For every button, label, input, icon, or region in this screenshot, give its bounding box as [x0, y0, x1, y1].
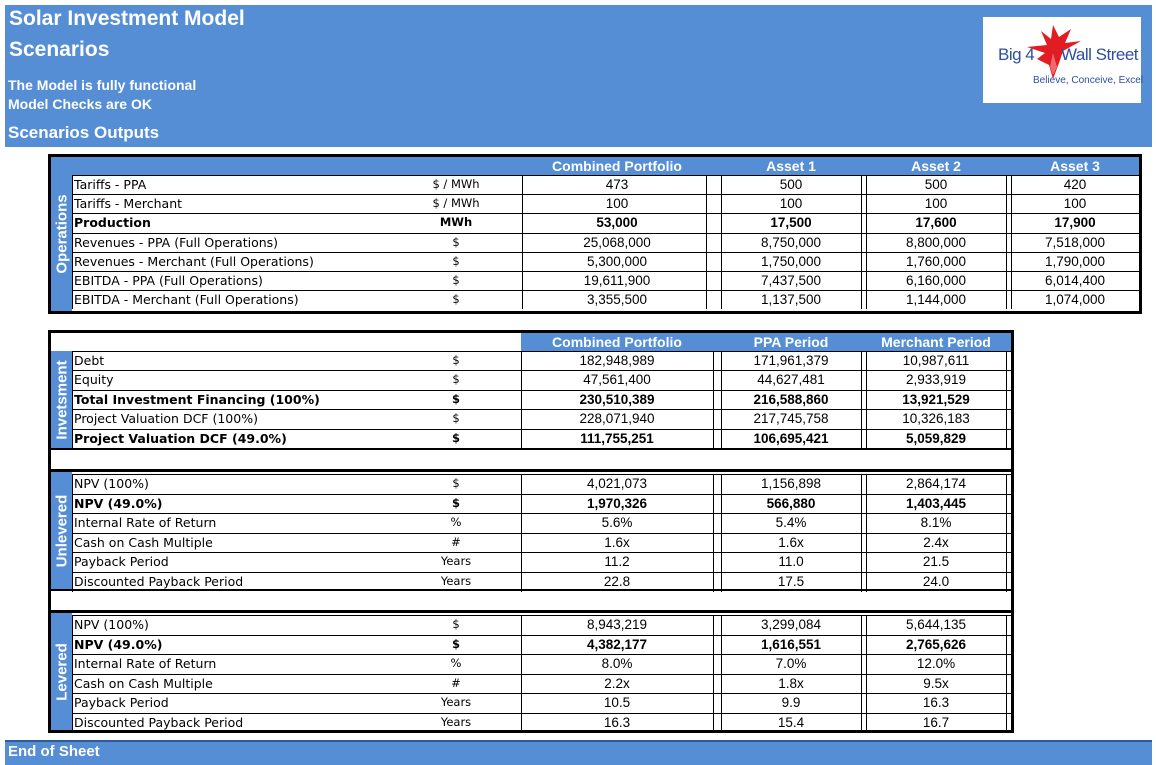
row-value: 16.3 — [922, 695, 950, 711]
row-value: 473 — [605, 177, 629, 192]
row-unit: Years — [440, 695, 472, 710]
row-border — [72, 552, 1011, 553]
row-unit: $ / MWh — [432, 177, 480, 191]
row-unit: $ — [451, 430, 460, 445]
row-unit: # — [451, 675, 461, 690]
row-unit: # — [451, 534, 461, 549]
column-border — [72, 175, 73, 309]
row-value: 7,437,500 — [760, 273, 822, 288]
row-border — [72, 513, 1011, 514]
row-border — [72, 390, 1011, 391]
row-label: Internal Rate of Return — [74, 515, 217, 531]
row-label: Revenues - Merchant (Full Operations) — [74, 253, 314, 269]
column-border — [861, 175, 862, 309]
row-label: Discounted Payback Period — [74, 715, 244, 730]
returns-panel — [48, 330, 1014, 733]
operations-panel — [48, 154, 1142, 314]
row-value: 2.4x — [923, 534, 949, 550]
row-value: 47,561,400 — [583, 372, 651, 388]
column-border — [521, 351, 522, 448]
row-value: 19,611,900 — [583, 273, 651, 288]
row-value: 8.1% — [920, 515, 952, 531]
column-border — [866, 351, 867, 448]
row-value: 228,071,940 — [579, 411, 655, 427]
column-border — [1006, 615, 1007, 733]
row-label: Production — [74, 215, 151, 231]
model-status-text: The Model is fully functional — [8, 77, 197, 93]
row-border — [72, 713, 1011, 714]
row-border — [72, 474, 1011, 475]
row-value: 566,880 — [766, 495, 816, 511]
row-border — [72, 175, 1139, 176]
table-row — [72, 713, 1011, 732]
row-unit: $ — [451, 495, 460, 510]
column-border — [1006, 474, 1007, 592]
column-border — [721, 474, 722, 592]
column-border — [866, 175, 867, 309]
row-value: 1,970,326 — [586, 495, 648, 511]
row-label: NPV (49.0%) — [74, 495, 163, 511]
table-row — [72, 175, 1139, 194]
row-value: 8,943,219 — [586, 617, 648, 632]
operations-tab-label: Operations — [53, 194, 70, 274]
row-label: Total Investment Financing (100%) — [74, 391, 320, 407]
row-value: 8.0% — [601, 656, 633, 672]
investment-tab-label: Invetsment — [53, 359, 70, 440]
row-label: Equity — [74, 372, 114, 388]
row-unit: $ — [452, 372, 460, 387]
row-value: 9.9 — [781, 695, 801, 711]
row-value: 10,326,183 — [902, 411, 970, 427]
row-unit: $ — [452, 234, 460, 249]
row-value: 100 — [1063, 196, 1087, 212]
row-unit: $ — [451, 636, 460, 651]
logo-text-right: Wall Street — [1061, 45, 1139, 64]
row-label: Discounted Payback Period — [74, 574, 244, 589]
row-label: EBITDA - PPA (Full Operations) — [74, 273, 263, 288]
row-value: 1.6x — [778, 534, 804, 550]
row-label: Project Valuation DCF (49.0%) — [74, 430, 287, 446]
row-label: Cash on Cash Multiple — [74, 534, 213, 550]
row-value: 17,600 — [915, 215, 957, 231]
row-value: 1,403,445 — [905, 495, 967, 511]
row-label: Project Valuation DCF (100%) — [74, 411, 258, 427]
row-unit: $ — [452, 411, 460, 426]
model-checks-text: Model Checks are OK — [8, 96, 152, 112]
column-border — [861, 351, 862, 448]
row-value: 230,510,389 — [579, 391, 655, 407]
table-row — [72, 635, 1011, 654]
table-row — [72, 194, 1139, 213]
table-row — [72, 572, 1011, 591]
column-border — [713, 474, 714, 592]
row-label: NPV (100%) — [74, 617, 149, 632]
row-value: 1,760,000 — [905, 253, 967, 269]
row-value: 1,074,000 — [1044, 292, 1106, 308]
table-row — [72, 290, 1139, 309]
unlevered-tab — [51, 472, 72, 589]
row-label: Debt — [74, 353, 105, 368]
col-header-ppa-period: PPA Period — [753, 334, 829, 350]
row-label: Payback Period — [74, 554, 169, 570]
row-value: 1,750,000 — [760, 253, 822, 269]
table-row — [72, 213, 1139, 232]
column-border — [861, 615, 862, 733]
column-border — [1011, 175, 1012, 309]
row-label: NPV (100%) — [74, 476, 149, 491]
table-row — [72, 552, 1011, 571]
row-border — [72, 693, 1011, 694]
row-value: 420 — [1063, 177, 1087, 192]
column-border — [522, 175, 523, 309]
row-value: 8,750,000 — [760, 234, 822, 250]
row-value: 15.4 — [777, 715, 805, 730]
row-value: 4,021,073 — [586, 476, 648, 491]
table-row — [72, 233, 1139, 252]
table-row — [72, 654, 1011, 673]
row-border — [72, 271, 1139, 272]
row-value: 5,644,135 — [905, 617, 967, 632]
row-value: 1,144,000 — [905, 292, 967, 308]
row-border — [72, 572, 1011, 573]
row-label: Payback Period — [74, 695, 169, 711]
row-value: 5.6% — [601, 515, 633, 531]
column-border — [721, 615, 722, 733]
col-header-combined-portfolio: Combined Portfolio — [552, 158, 682, 174]
section-title: Scenarios Outputs — [8, 123, 160, 142]
row-border — [72, 429, 1011, 430]
levered-tab — [51, 613, 72, 730]
table-row — [72, 693, 1011, 712]
row-value: 2,864,174 — [905, 476, 967, 491]
column-border — [721, 351, 722, 448]
column-border — [713, 615, 714, 733]
row-value: 217,745,758 — [753, 411, 829, 427]
row-value: 24.0 — [922, 574, 950, 589]
row-unit: $ — [452, 273, 460, 287]
levered-tab-label: Levered — [53, 642, 70, 701]
row-value: 4,382,177 — [586, 636, 648, 652]
column-border — [72, 351, 73, 448]
column-border — [866, 474, 867, 592]
row-value: 7.0% — [775, 656, 807, 672]
row-border — [72, 233, 1139, 234]
row-value: 16.3 — [603, 715, 631, 730]
row-value: 5,059,829 — [905, 430, 967, 446]
col-header-asset-3: Asset 3 — [1050, 158, 1100, 174]
row-value: 1,616,551 — [760, 636, 822, 652]
column-border — [713, 351, 714, 448]
row-value: 2.2x — [604, 675, 630, 691]
operations-tab — [51, 157, 72, 311]
row-value: 53,000 — [596, 215, 638, 231]
row-label: Internal Rate of Return — [74, 656, 217, 672]
column-border — [861, 474, 862, 592]
section-divider — [51, 610, 1011, 613]
row-unit: $ — [452, 353, 460, 367]
row-value: 6,014,400 — [1044, 273, 1106, 288]
table-row — [72, 474, 1011, 493]
row-value: 17,900 — [1054, 215, 1096, 231]
row-value: 500 — [779, 177, 803, 192]
footer-banner — [5, 740, 1152, 765]
row-border — [72, 194, 1139, 195]
page-title: Solar Investment Model — [9, 7, 245, 30]
row-value: 16.7 — [922, 715, 950, 730]
page-subtitle: Scenarios — [9, 38, 110, 61]
table-row — [72, 533, 1011, 552]
row-label: Revenues - PPA (Full Operations) — [74, 234, 279, 250]
column-border — [521, 474, 522, 592]
section-divider — [51, 469, 1011, 472]
column-border — [521, 615, 522, 733]
row-unit: $ / MWh — [432, 196, 480, 211]
row-unit: $ — [452, 476, 460, 490]
table-row — [72, 429, 1011, 448]
row-unit: Years — [440, 554, 472, 569]
row-value: 13,921,529 — [902, 391, 970, 407]
row-border — [72, 494, 1011, 495]
row-border — [72, 370, 1011, 371]
col-header-asset-2: Asset 2 — [911, 158, 961, 174]
column-border — [72, 474, 73, 592]
column-border — [72, 615, 73, 733]
row-unit: $ — [452, 292, 460, 307]
row-unit: Years — [440, 715, 472, 729]
row-border — [72, 213, 1139, 214]
row-label: Tariffs - Merchant — [74, 196, 183, 212]
row-label: NPV (49.0%) — [74, 636, 163, 652]
row-value: 500 — [924, 177, 948, 192]
row-value: 1,156,898 — [760, 476, 822, 491]
row-value: 11.2 — [604, 554, 630, 570]
table-row — [72, 674, 1011, 693]
row-value: 21.5 — [922, 554, 950, 570]
row-border — [72, 252, 1139, 253]
table-row — [72, 494, 1011, 513]
column-border — [706, 175, 707, 309]
row-value: 9.5x — [923, 675, 949, 691]
row-label: EBITDA - Merchant (Full Operations) — [74, 292, 299, 308]
table-row — [72, 615, 1011, 634]
row-unit: $ — [452, 617, 460, 631]
column-border — [1006, 351, 1007, 448]
row-unit: Years — [440, 574, 472, 588]
row-value: 44,627,481 — [757, 372, 825, 388]
row-value: 6,160,000 — [905, 273, 967, 288]
col-header-combined-portfolio-2: Combined Portfolio — [552, 334, 682, 350]
table-row — [72, 271, 1139, 290]
unlevered-tab-label: Unlevered — [53, 494, 70, 567]
column-border — [866, 615, 867, 733]
header-banner — [5, 5, 1152, 147]
row-value: 1,137,500 — [760, 292, 822, 308]
row-value: 171,961,379 — [753, 353, 829, 368]
row-border — [72, 654, 1011, 655]
column-border — [1006, 175, 1007, 309]
row-value: 3,299,084 — [760, 617, 822, 632]
row-value: 5.4% — [775, 515, 807, 531]
row-value: 1,790,000 — [1044, 253, 1106, 269]
row-label: Tariffs - PPA — [74, 177, 147, 192]
row-border — [72, 409, 1011, 410]
row-value: 182,948,989 — [579, 353, 655, 368]
row-value: 11.0 — [778, 554, 804, 570]
row-value: 7,518,000 — [1044, 234, 1106, 250]
col-header-asset-1: Asset 1 — [766, 158, 816, 174]
row-border — [72, 351, 1011, 352]
row-value: 17,500 — [770, 215, 812, 231]
row-value: 5,300,000 — [586, 253, 648, 269]
row-value: 100 — [605, 196, 629, 212]
row-border — [72, 615, 1011, 616]
table-row — [72, 351, 1011, 370]
row-value: 216,588,860 — [753, 391, 829, 407]
row-label: Cash on Cash Multiple — [74, 675, 213, 691]
row-value: 10.5 — [603, 695, 631, 711]
row-value: 10,987,611 — [902, 353, 970, 368]
table-row — [72, 390, 1011, 409]
row-unit: % — [450, 656, 462, 671]
row-value: 8,800,000 — [905, 234, 967, 250]
row-value: 25,068,000 — [583, 234, 651, 250]
company-logo — [983, 17, 1144, 103]
row-unit: % — [450, 515, 462, 530]
logo-tagline: Believe, Conceive, Excel — [1033, 75, 1144, 86]
row-unit: $ — [451, 391, 460, 406]
row-value: 111,755,251 — [580, 430, 654, 446]
row-value: 3,355,500 — [586, 292, 648, 308]
row-unit: MWh — [439, 215, 473, 230]
row-value: 100 — [924, 196, 948, 212]
table-row — [72, 252, 1139, 271]
logo-text-left: Big 4 — [998, 45, 1035, 64]
row-value: 1.6x — [604, 534, 630, 550]
row-border — [72, 533, 1011, 534]
row-value: 106,695,421 — [753, 430, 829, 446]
row-value: 1.8x — [778, 675, 804, 691]
row-value: 12.0% — [916, 656, 956, 672]
row-border — [72, 635, 1011, 636]
table-row — [72, 513, 1011, 532]
table-row — [72, 409, 1011, 428]
row-border — [72, 290, 1139, 291]
section-divider — [51, 448, 1011, 450]
end-of-sheet-text: End of Sheet — [8, 743, 100, 760]
row-value: 100 — [779, 196, 803, 212]
investment-tab — [51, 351, 72, 448]
column-border — [721, 175, 722, 309]
row-value: 22.8 — [603, 574, 631, 589]
row-value: 2,933,919 — [905, 372, 967, 388]
row-value: 17.5 — [777, 574, 805, 589]
table-row — [72, 370, 1011, 389]
col-header-merchant-period: Merchant Period — [881, 334, 991, 350]
row-value: 2,765,626 — [905, 636, 967, 652]
row-unit: $ — [452, 253, 460, 268]
row-border — [72, 674, 1011, 675]
